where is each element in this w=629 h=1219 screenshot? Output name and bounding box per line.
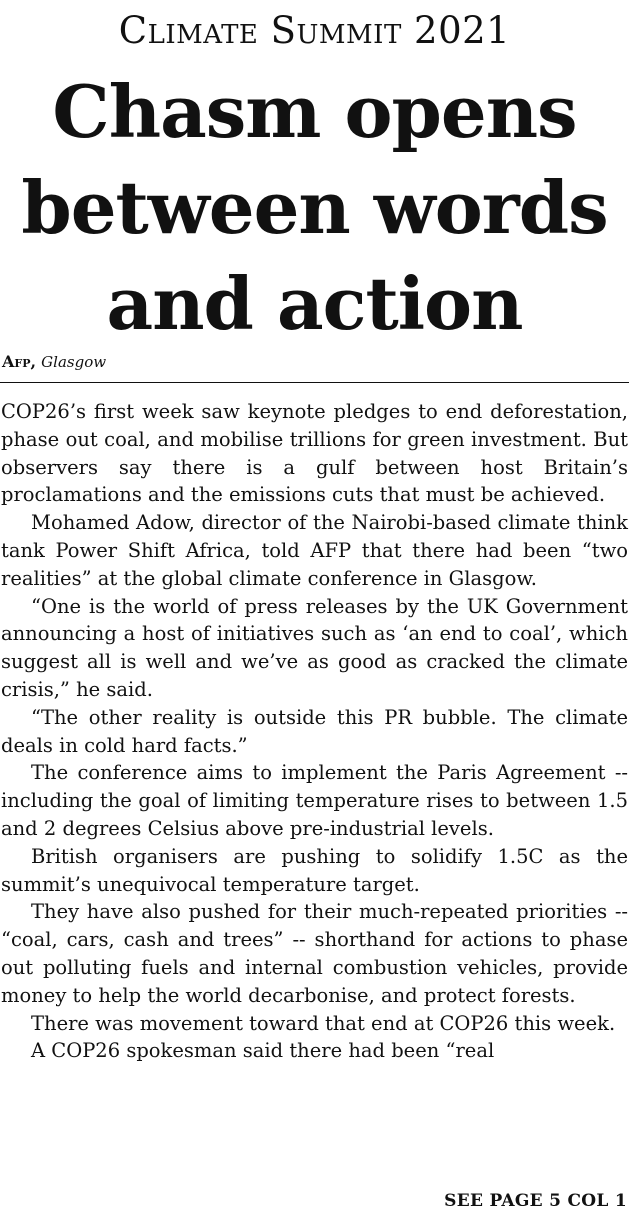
article-paragraph: They have also pushed for their much-repeated priorities -- “coal, cars, cash and trees” -- shorthand for actions to phase out polluting fuels and internal combustion vehicles, provide money to help the world decarbonise, and protect forests.	[1, 900, 628, 1007]
headline: Chasm opens between words and action	[21, 69, 608, 346]
article-paragraph: COP26’s first week saw keynote pledges to end deforestation, phase out coal, and mobilise trillions for green investment. But observers say there is a gulf between host Britain’s proclamations and the emissions cuts that must be achieved.	[1, 400, 628, 507]
continuation-line: SEE PAGE 5 COL 1	[444, 1191, 627, 1211]
article-paragraph: Mohamed Adow, director of the Nairobi-based climate think tank Power Shift Africa, told AFP that there had been “two realities” at the global climate conference in Glasgow.	[1, 511, 628, 590]
section-kicker: Climate Summit 2021	[118, 9, 511, 52]
byline-divider	[0, 382, 629, 383]
article-paragraph: The conference aims to implement the Paris Agreement -- including the goal of limiting temperature rises to between 1.5 and 2 degrees Celsius above pre-industrial levels.	[1, 761, 628, 840]
article-paragraph: There was movement toward that end at COP26 this week.	[31, 1011, 616, 1035]
article-paragraph: A COP26 spokesman said there had been “real	[31, 1039, 495, 1063]
article-paragraph: British organisers are pushing to solidify 1.5C as the summit’s unequivocal temperature target.	[1, 844, 628, 896]
article-paragraph: “One is the world of press releases by the UK Government announcing a host of initiatives such as ‘an end to coal’, which suggest all is well and we’ve as good as cracked the climate crisis,” he said.	[1, 594, 628, 701]
byline-agency: Afp,	[2, 352, 37, 371]
article-body	[1, 398, 628, 1065]
article-paragraph: “The other reality is outside this PR bubble. The climate deals in cold hard facts.”	[1, 705, 628, 757]
byline-location: Glasgow	[41, 353, 107, 371]
byline	[2, 352, 106, 372]
